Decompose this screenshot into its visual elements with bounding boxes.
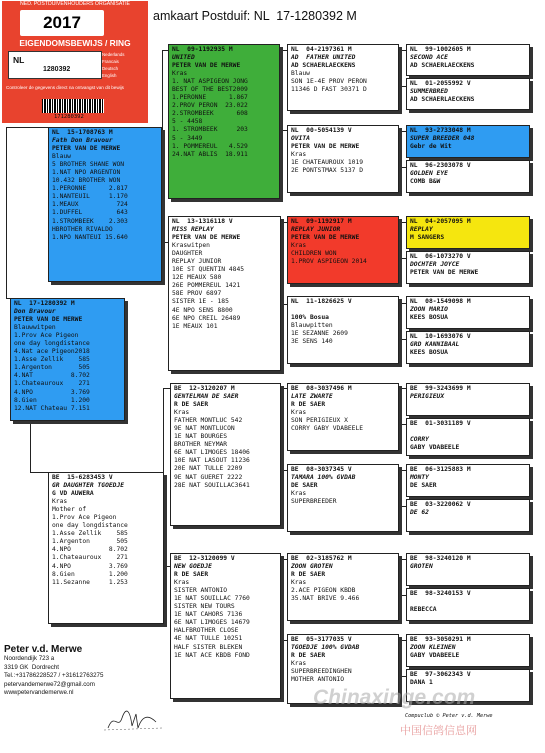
pigeon-detail-line: 20E NAT TULLE 2209 [174,465,243,473]
pigeon-detail-line: 12E MEAUX 580 [172,274,222,282]
ring-number-label: BE 08-3037345 V [291,466,352,473]
pigeon-detail-line: Kras [291,151,307,159]
pigeon-detail-line: SISTER 1E - 185 [172,298,229,306]
breeder-name: AD SCHAERLAECKENS [410,62,475,70]
pigeon-detail-line: SISTER ANTONIO [174,587,228,595]
ring-number-label: NL 17-1280392 M [14,300,75,307]
ring-number-label: NL 10-1693076 V [410,333,471,340]
breeder-name: GABY VDABEELE [410,444,460,452]
ring-number-label: NL 15-1708763 M [52,129,113,136]
language-item: Deutsch [102,66,119,71]
certificate-heading: EIGENDOMSBEWIJS / RING [19,38,131,48]
pigeon-card [406,125,530,158]
pigeon-detail-line: 4.NPO 3.769 [14,388,90,396]
pigeon-detail-line: CORRY GABY VDABEELE [291,425,364,433]
pigeon-detail-line: SISTER NEW TOURS [174,603,235,611]
pigeon-detail-line: 2.ACE PIGEON KBDB [291,587,356,595]
ring-number-label: BE 02-3185762 M [291,555,352,562]
pigeon-detail-line: 35.NAT BRIVE 9.466 [291,595,360,603]
pigeon-name: ZOON GROTEN [291,563,333,571]
pigeon-detail-line: Kras [291,490,307,498]
pigeon-detail-line: Blauw [52,153,71,161]
breeder-name: COMB B&W [410,178,441,186]
pigeon-name: ZOON KLEINEN [410,644,456,652]
page-title: amkaart Postduif: NL 17-1280392 M [153,9,357,23]
ring-number-label: BE 98-3240153 V [410,590,471,597]
pigeon-card [48,127,162,282]
pigeon-detail-line: 1. POMMEREUL 4.529 [172,142,248,150]
breeder-name: DE SAER [410,482,437,490]
ring-number-label: NL 99-1002605 M [410,46,471,53]
ring-number-label: BE 08-3037496 M [291,385,352,392]
pigeon-detail-line: 1.STROMBEEK 2.303 [52,217,128,225]
pigeon-card-subject [10,298,125,421]
pigeon-name: SUMMERBRED [410,88,448,96]
ring-number-label: BE 01-3031189 V [410,420,471,427]
pigeon-detail-line: 1.Prov Ace Pigeon [14,332,79,340]
pigeon-detail-line: 1.NPO NANTEUI 15.640 [52,233,128,241]
pigeon-detail-line: 5 BROTHER SHANE WON [52,161,125,169]
language-item: Nederlands [102,52,125,57]
pigeon-name: MONTY [410,474,429,482]
watermark-cn: 中国信鸽信息网 [400,725,477,737]
pigeon-detail-line: Kras [291,409,307,417]
pigeon-detail-line: FATHER MONTLUC 542 [174,417,243,425]
pigeon-detail-line: 1E NAT BOURGES [174,433,228,441]
pigeon-detail-line: 10E ST QUENTIN 4845 [172,266,245,274]
ring-number-label: NL 08-1549098 M [410,298,471,305]
pigeon-name: AD FATHER UNITED [291,54,356,62]
pigeon-name: GENTELMAN DE SAER [174,393,239,401]
pigeon-name: DE 62 [410,509,429,517]
pigeon-card [406,78,530,110]
pigeon-detail-line: 1.Chateauroux 271 [14,380,90,388]
watermark: Chinaxinge.com [313,686,476,709]
pigeon-detail-line: BROTHER NEYMAR [174,441,228,449]
pigeon-detail-line: 5 - 4458 [172,118,203,126]
pigeon-card [406,296,530,329]
breeder-name: AD SCHAERLAECKENS [291,62,356,70]
pigeon-detail-line: 1.MEAUX 724 [52,201,128,209]
pigeon-detail-line: SUPERBREEDINGHEN [291,668,352,676]
barcode-icon [42,99,104,113]
pigeon-detail-line: Kras [291,660,307,668]
breeder-name: R DE SAER [291,571,326,579]
pigeon-detail-line: 26E POMMEREUL 1421 [172,282,241,290]
pigeon-card [287,125,399,193]
pigeon-detail-line: SUPERBREEDER [291,498,337,506]
breeder-name: PETER VAN DE MERWE [291,143,360,151]
breeder-name: DE SAER [291,482,318,490]
pigeon-detail-line: one day longdistance [52,522,128,530]
certificate-year: 2017 [20,10,104,36]
pigeon-name: GROTEN [410,563,433,571]
pigeon-name: SECOND ACE [410,54,448,62]
pigeon-detail-line: 10.432 BROTHER WON [52,177,121,185]
pigeon-card [287,383,399,451]
pigeon-detail-line: 2.PROV PERON 23.022 [172,102,248,110]
ring-number-label: NL 11-1826625 V [291,298,352,305]
pigeon-detail-line: 58E PROV 6897 [172,290,222,298]
pigeon-detail-line: REPLAY JUNIOR [172,258,222,266]
ring-number-label: NL 09-1192935 M [172,46,233,53]
pigeon-card [287,296,399,364]
pigeon-card [406,418,530,456]
pigeon-detail-line: 1E NAT CAHORS 7136 [174,611,243,619]
pigeon-name: ZOON MARIO [410,306,448,314]
pigeon-name: TGOEDJE 100% GVDAB [291,644,360,652]
pigeon-card [406,331,530,364]
owner-block [4,644,103,698]
pigeon-detail-line: 1.DUFFEL 643 [52,209,128,217]
pigeon-name: GR DAUGHTER TGOEDJE [52,482,125,490]
language-item: Francais [102,59,119,64]
ring-number-label: NL 06-1073270 V [410,253,471,260]
pigeon-detail-line: 1.Argenton 505 [14,364,90,372]
ring-number-label: BE 03-3220062 V [410,501,471,508]
pigeon-detail-line: 1E MEAUX 101 [172,322,218,330]
pigeon-detail-line: 1.Asse Zellik 585 [52,530,128,538]
language-list [102,51,146,79]
breeder-name: AD SCHAERLAECKENS [410,96,475,104]
pigeon-detail-line: HBROTHER RIVALDO [52,225,113,233]
breeder-name: Gebr de Wit [410,143,452,151]
pigeon-detail-line: MOTHER ANTONIO [291,676,345,684]
pigeon-name: DOCHTER JOYCE [410,261,460,269]
pigeon-detail-line: Kras [174,579,190,587]
pigeon-card [170,553,281,699]
ring-number-label: BE 99-3243699 M [410,385,471,392]
breeder-name: 100% Bosua [291,314,329,322]
pigeon-card [406,588,530,621]
breeder-name: PETER VAN DE MERWE [52,145,121,153]
pigeon-detail-line: SON PERIGIEUX X [291,417,348,425]
pigeon-detail-line: 11.Sezanne 1.253 [52,578,128,586]
pigeon-detail-line: 1.NAT NPO ARGENTON [52,169,121,177]
pigeon-detail-line: 1. NAT ASPIGEON JONG [172,78,248,86]
breeder-name: PETER VAN DE MERWE [172,62,241,70]
pigeon-detail-line: 8.Gien 1.200 [52,570,128,578]
pigeon-detail-line: 6E NPO CREIL 26489 [172,314,241,322]
pigeon-card [406,634,530,667]
ring-number-label: BE 93-3050291 M [410,636,471,643]
pigeon-name: Fath Don Bravour [52,137,113,145]
signature-icon [104,708,164,734]
pigeon-name: GRD KANNIBAAL [410,341,460,349]
pigeon-card [406,160,530,193]
pigeon-name: REPLAY JUNIOR [291,226,341,234]
pigeon-card [170,383,281,526]
pigeon-detail-line: Mother of [52,506,87,514]
pigeon-detail-line: SON 1E-4E PROV PERON [291,78,367,86]
pigeon-card [287,216,399,284]
breeder-name: DANA 1 [410,679,433,687]
pigeon-name: TAMARA 100% GVDAB [291,474,356,482]
language-item: English [102,73,117,78]
pigeon-card [48,472,164,624]
pigeon-card [406,383,530,416]
pigeon-detail-line: 4.NPO 3.769 [52,562,128,570]
ring-country: NL [13,55,25,65]
breeder-name: GABY VDABEELE [410,652,460,660]
pigeon-name: Don Bravour [14,308,56,316]
pigeon-detail-line: 4E NAT TULLE 10251 [174,635,243,643]
pigeon-detail-line: 28E NAT SOUILLAC3641 [174,481,250,489]
ring-number-label: BE 98-3240120 M [410,555,471,562]
pigeon-detail-line: 9E NAT MONTLUCON [174,425,235,433]
certificate-note: Controleer de gegevens direct na ontvangst van dit bewijs [6,85,124,90]
pigeon-detail-line: 8.Gien 1.200 [14,396,90,404]
ring-number-label: NL 01-2055992 V [410,80,471,87]
breeder-name: G VD AUWERA [52,490,94,498]
breeder-name: KEES BOSUA [410,349,448,357]
pigeon-name: GOLDEN EYE [410,170,448,178]
ring-number-label: BE 97-3062343 V [410,671,471,678]
pigeon-detail-line: 1. STROMBEEK 203 [172,126,248,134]
ring-number-label: NL 00-5054139 V [291,127,352,134]
pigeon-detail-line: 11346 D FAST 30371 D [291,86,367,94]
breeder-name: R DE SAER [174,571,209,579]
pigeon-detail-line: 1E CHATEAUROUX 1019 [291,159,364,167]
ring-number-label: BE 05-3177035 V [291,636,352,643]
pigeon-detail-line: HALFBROTHER CLOSE [174,627,239,635]
breeder-name: REBECCA [410,606,437,614]
breeder-name: PETER VAN DE MERWE [410,269,479,277]
pigeon-detail-line: 1E SEZANNE 2609 [291,330,348,338]
pigeon-detail-line: BEST OF THE BEST2009 [172,86,248,94]
pigeon-detail-line: Kraswitpen [172,242,210,250]
pigeon-card [406,499,530,532]
pigeon-name: NEW GOEDJE [174,563,212,571]
pigeon-name: MISS REPLAY [172,226,214,234]
pigeon-card [287,44,399,111]
ring-number: 1280392 [43,66,71,73]
pigeon-name: SUPER BREEDER 048 [410,135,475,143]
pigeon-detail-line: 6E NAT LIMOGES 14679 [174,619,250,627]
pigeon-detail-line: 1.NANTEUIL 1.170 [52,193,128,201]
ring-number-label: NL 09-1192917 M [291,218,352,225]
footer-credit: Compuclub © Peter v.d. Merwe [405,713,493,719]
pigeon-detail-line: 10E NAT LASOUT 11236 [174,457,250,465]
pigeon-detail-line: 1.PROV ASPIGEON 2014 [291,258,367,266]
pigeon-card [406,44,530,76]
pigeon-detail-line: 4.NAT 8.702 [14,372,90,380]
ring-certificate [2,1,148,123]
pigeon-name: REPLAY [410,226,433,234]
pigeon-detail-line: 4.Nat ace Pigeon2018 [14,348,90,356]
pigeon-detail-line: 2E PONTSTMAX 5137 D [291,167,364,175]
pigeon-name: LATE ZWARTE [291,393,333,401]
pigeon-detail-line: 5 - 3449 [172,134,203,142]
breeder-name: PETER VAN DE MERWE [14,316,83,324]
ring-number-label: NL 04-2197361 M [291,46,352,53]
pigeon-detail-line: Blauwpitten [291,322,333,330]
breeder-name: PETER VAN DE MERWE [172,234,241,242]
pigeon-card [168,216,281,371]
pigeon-name: UNITED [172,54,195,62]
pigeon-detail-line: 1.PERONNE 1.867 [172,94,248,102]
breeder-name: R DE SAER [174,401,209,409]
pigeon-detail-line: 1E NAT SOUILLAC 7760 [174,595,250,603]
ring-number-label: BE 12-3120099 V [174,555,235,562]
pigeon-card [406,251,530,284]
pigeon-card [406,216,530,249]
pigeon-detail-line: Kras [291,242,307,250]
breeder-name: PETER VAN DE MERWE [291,234,360,242]
pigeon-detail-line [410,598,526,606]
breeder-name: KEES BOSUA [410,314,448,322]
organisation-text: NED. POSTDUIVENHOUDERS ORGANISATIE [19,1,130,7]
pigeon-detail-line: 1.Prov Ace Pigeon [52,514,117,522]
pigeon-detail-line: 4E NPO SENS 8800 [172,306,233,314]
pigeon-detail-line: Kras [174,409,190,417]
pigeon-detail-line: 6E NAT LIMOGES 18406 [174,449,250,457]
ring-number-label: NL 96-2303078 V [410,162,471,169]
ring-number-label: BE 12-3120207 M [174,385,235,392]
breeder-name: R DE SAER [291,652,326,660]
pigeon-detail-line: one day longdistance [14,340,90,348]
pigeon-detail-line: Blauw [291,70,310,78]
pigeon-card [406,464,530,497]
pigeon-detail-line: CHILDREN WON [291,250,337,258]
pigeon-detail-line: 2.STROMBEEK 608 [172,110,248,118]
pigeon-detail-line [410,428,526,436]
pigeon-detail-line: 4.NPO 8.702 [52,546,128,554]
pigeon-card [287,553,399,621]
pigeon-detail-line: 24.NAT ABLIS 18.911 [172,150,248,158]
pigeon-detail-line [291,306,395,314]
pigeon-name: CORRY [410,436,429,444]
breeder-name: R DE SAER [291,401,326,409]
pigeon-card [406,553,530,586]
barcode-number: 171280392 [54,114,84,120]
pigeon-detail-line: 1.Chateauroux 271 [52,554,128,562]
ring-number-box [8,51,102,79]
pigeon-detail-line: Blauwwitpen [14,324,56,332]
pigeon-detail-line: 12.NAT Chateau 7.151 [14,404,90,412]
pigeon-card [287,464,399,532]
ring-number-label: NL 13-1316118 V [172,218,233,225]
ring-number-label: NL 04-2057095 M [410,218,471,225]
ring-number-label: BE 06-3125883 M [410,466,471,473]
owner-address: Noordendijk 723 a 3319 GK Dordrecht Tel.:+31786228527 / +31612763275 petervandemerwe72@gmail.com wwwpetervandemerwe.nl [4,655,104,696]
pigeon-detail-line: 1.Asse Zellik 585 [14,356,90,364]
owner-name: Peter v.d. Merwe [4,644,83,655]
pigeon-detail-line: DAUGHTER [172,250,203,258]
pigeon-detail-line: HALF SISTER BLEKEN [174,643,243,651]
pigeon-detail-line: 3E SENS 140 [291,338,333,346]
pigeon-detail-line: 1.PERONNE 2.817 [52,185,128,193]
breeder-name: M SANGERS [410,234,445,242]
pigeon-name: PERIGIEUX [410,393,445,401]
pigeon-detail-line: Kras [172,70,188,78]
ring-number-label: NL 93-2733048 M [410,127,471,134]
pigeon-detail-line: Kras [52,498,68,506]
pigeon-detail-line: 1E NAT ACE KBDB FOND [174,651,250,659]
pigeon-detail-line: 1.Argenton 505 [52,538,128,546]
pigeon-detail-line: Kras [291,579,307,587]
pigeon-card [168,44,280,199]
pigeon-detail-line: 9E NAT GUERET 2222 [174,473,243,481]
pigeon-name: OVITA [291,135,310,143]
ring-number-label: BE 15-6283453 V [52,474,113,481]
